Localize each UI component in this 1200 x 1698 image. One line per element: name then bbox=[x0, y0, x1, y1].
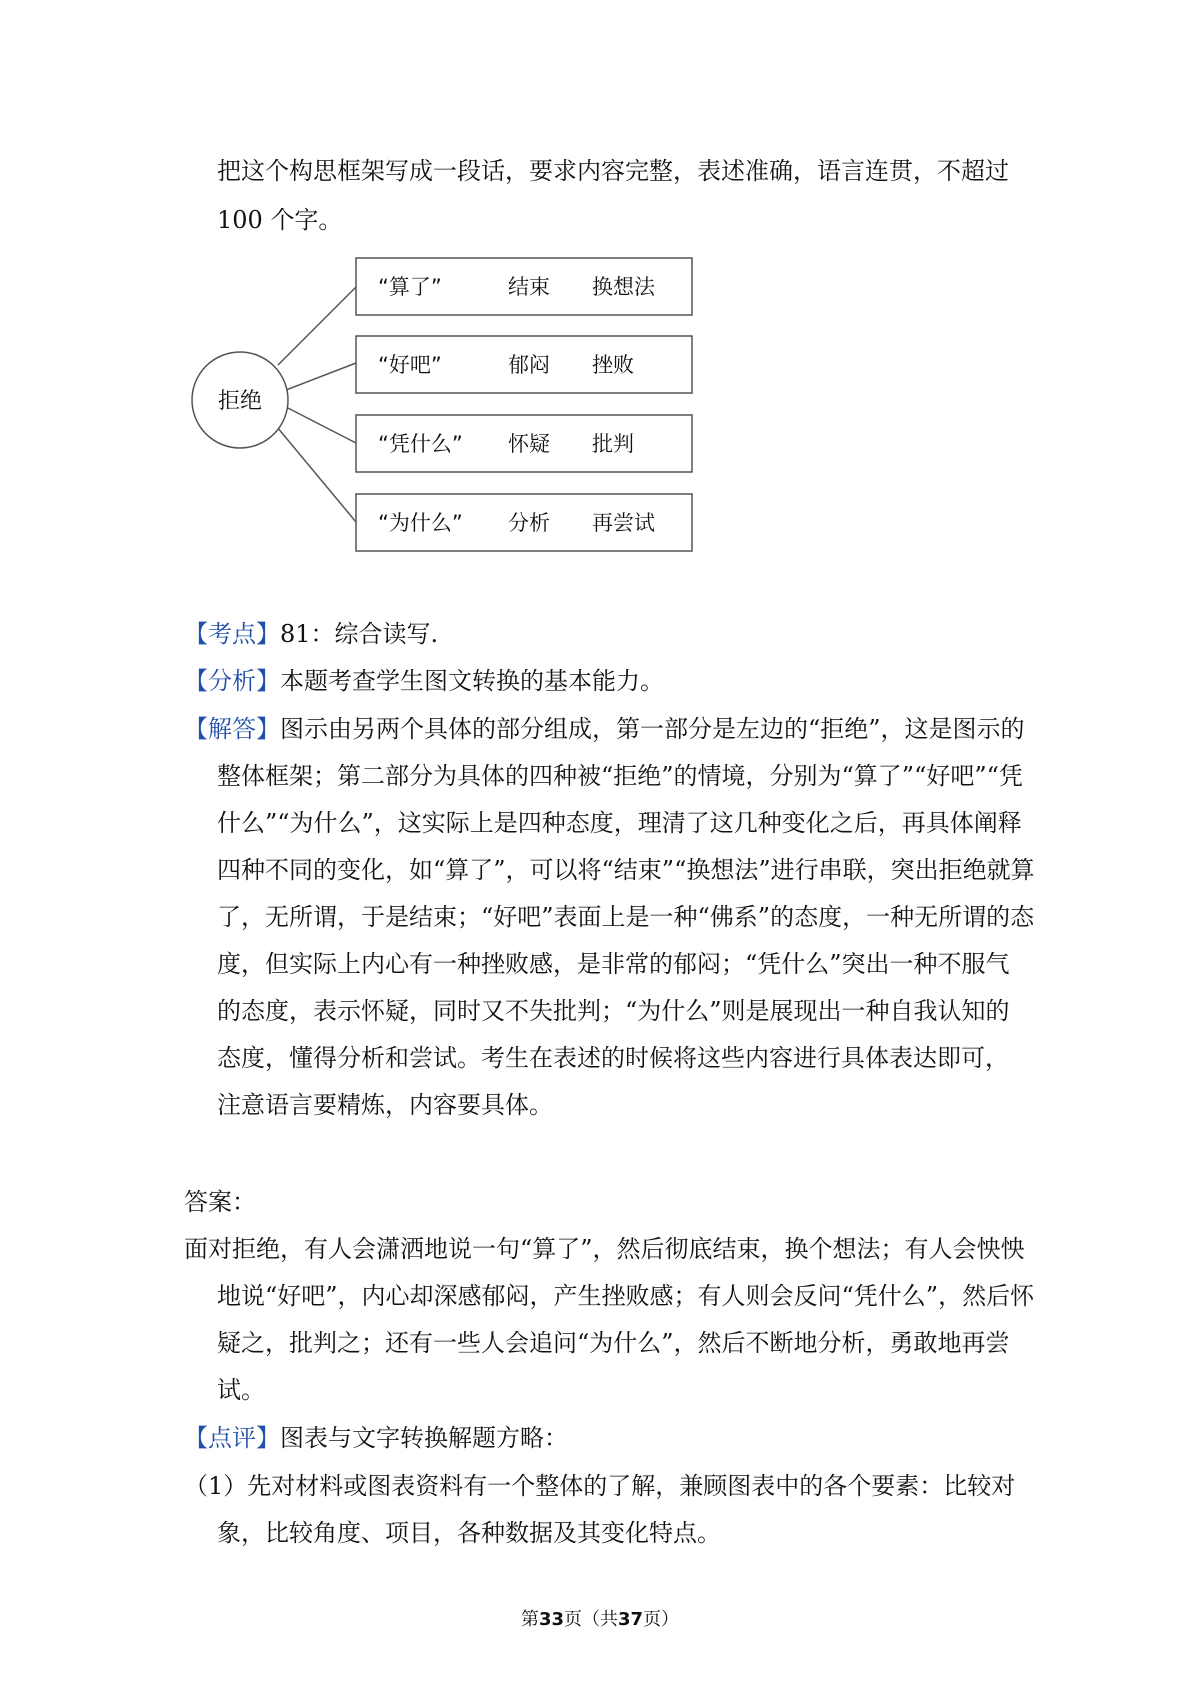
connector-2 bbox=[286, 363, 356, 390]
jieda-line-2: 整体框架；第二部分为具体的四种被“拒绝”的情境，分别为“算了”“好吧”“凭 bbox=[217, 762, 1023, 790]
fenxi-line bbox=[184, 664, 664, 698]
box-1-word-2: 换想法 bbox=[592, 275, 655, 299]
jieda-line-3: 什么”“为什么”，这实际上是四种态度，理清了这几种变化之后，再具体阐释 bbox=[217, 809, 1022, 837]
connector-3 bbox=[284, 406, 356, 443]
jieda-line-9: 注意语言要精炼，内容要具体。 bbox=[217, 1091, 553, 1119]
box-4-word-2: 再尝试 bbox=[592, 511, 655, 535]
footer-suffix: 页） bbox=[643, 1609, 680, 1630]
jieda-tag: 【解答】 bbox=[184, 715, 280, 743]
answer-line-4: 试。 bbox=[217, 1376, 265, 1404]
box-2-word-1: 郁闷 bbox=[508, 353, 550, 377]
footer-total-pages: 37 bbox=[618, 1609, 644, 1630]
fenxi-tag: 【分析】 bbox=[184, 667, 280, 695]
box-3-word-2: 批判 bbox=[592, 432, 634, 456]
box-1-word-1: 结束 bbox=[508, 275, 550, 299]
point-1-line-2: 象，比较角度、项目，各种数据及其变化特点。 bbox=[217, 1519, 721, 1547]
jieda-line-4: 四种不同的变化，如“算了”，可以将“结束”“换想法”进行串联，突出拒绝就算 bbox=[217, 856, 1035, 884]
center-label: 拒绝 bbox=[217, 389, 263, 414]
point-1-line-1: （1）先对材料或图表资料有一个整体的了解，兼顾图表中的各个要素：比较对 bbox=[184, 1472, 1016, 1500]
answer-line-3: 疑之，批判之；还有一些人会追问“为什么”，然后不断地分析，勇敢地再尝 bbox=[217, 1329, 1010, 1357]
dianping-line bbox=[184, 1421, 568, 1455]
intro-line-2: 100 个字。 bbox=[217, 206, 343, 234]
dianping-tag: 【点评】 bbox=[184, 1424, 280, 1452]
box-2-quote: “好吧” bbox=[378, 353, 442, 377]
box-4-quote: “为什么” bbox=[378, 511, 463, 535]
jieda-line-5: 了，无所谓，于是结束；“好吧”表面上是一种“佛系”的态度，一种无所谓的态 bbox=[217, 903, 1035, 931]
footer-middle: 页（共 bbox=[564, 1609, 618, 1630]
answer-label: 答案： bbox=[184, 1188, 256, 1216]
connector-1 bbox=[278, 287, 356, 365]
page-footer bbox=[0, 1608, 1200, 1632]
box-3-word-1: 怀疑 bbox=[508, 432, 550, 456]
fenxi-text: 本题考查学生图文转换的基本能力。 bbox=[280, 667, 664, 695]
box-2-word-2: 挫败 bbox=[592, 353, 634, 377]
jieda-line-8: 态度，懂得分析和尝试。考生在表述的时候将这些内容进行具体表达即可， bbox=[217, 1044, 1009, 1072]
box-1-quote: “算了” bbox=[378, 275, 442, 299]
kaodian-tag: 【考点】 bbox=[184, 620, 280, 648]
footer-page-number: 33 bbox=[538, 1609, 564, 1630]
answer-line-1: 面对拒绝，有人会潇洒地说一句“算了”，然后彻底结束，换个想法；有人会怏怏 bbox=[184, 1235, 1025, 1263]
kaodian-text: 81：综合读写. bbox=[280, 620, 439, 648]
box-4-word-1: 分析 bbox=[508, 511, 550, 535]
answer-line-2: 地说“好吧”，内心却深感郁闷，产生挫败感；有人则会反问“凭什么”，然后怀 bbox=[217, 1282, 1035, 1310]
dianping-text: 图表与文字转换解题方略： bbox=[280, 1424, 568, 1452]
refusal-mind-map bbox=[180, 250, 700, 560]
box-3-quote: “凭什么” bbox=[378, 432, 463, 456]
jieda-line-1 bbox=[184, 712, 1025, 746]
jieda-line-6: 度，但实际上内心有一种挫败感，是非常的郁闷；“凭什么”突出一种不服气 bbox=[217, 950, 1010, 978]
kaodian-line bbox=[184, 617, 438, 651]
jieda-line-7: 的态度，表示怀疑，同时又不失批判；“为什么”则是展现出一种自我认知的 bbox=[217, 997, 1010, 1025]
footer-prefix: 第 bbox=[520, 1609, 539, 1630]
jieda-text-1: 图示由另两个具体的部分组成，第一部分是左边的“拒绝”，这是图示的 bbox=[280, 715, 1025, 743]
intro-line-1: 把这个构思框架写成一段话，要求内容完整，表述准确，语言连贯，不超过 bbox=[217, 157, 1009, 185]
